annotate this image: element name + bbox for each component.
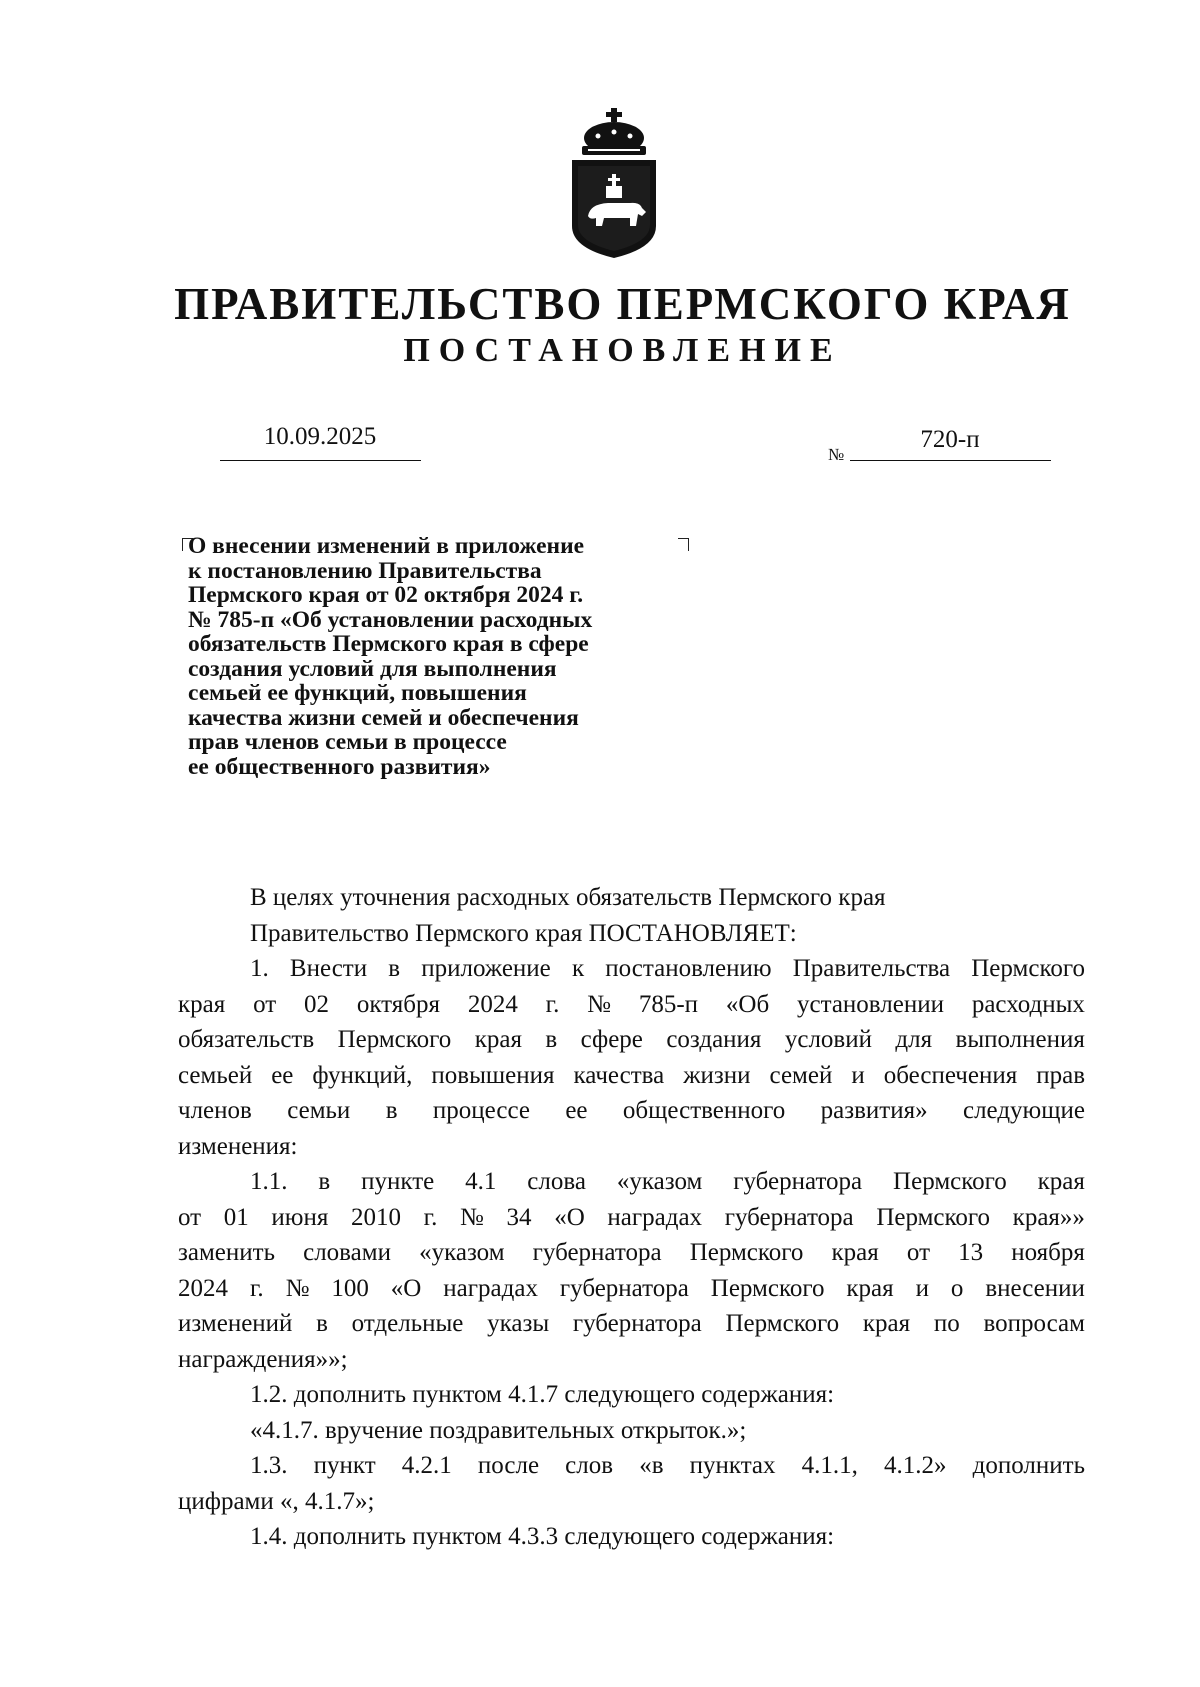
word: вопросам [983,1310,1085,1337]
word: губернатора [532,1239,662,1266]
word: Пермского [337,1026,452,1053]
paragraph-line: награждения»»; [178,1345,348,1373]
paragraph-line [178,1235,1085,1271]
word: приложение [421,955,551,982]
word: Пермского [725,1310,840,1337]
word: членов [178,1097,252,1124]
title-line: ее общественного развития» [188,753,491,780]
word: г. [249,1274,264,1302]
word: функций, [312,1061,413,1089]
word: от [906,1239,931,1266]
word: ноября [1011,1239,1085,1266]
word: постановлению [605,955,772,982]
word: № [587,990,612,1018]
word: прав [1036,1061,1085,1089]
word: «О [554,1203,585,1231]
word: 1. [250,955,269,982]
paragraph-line [178,1448,1085,1484]
word: губернатора [572,1310,702,1337]
word: общественного [622,1097,786,1124]
word: качества [573,1061,665,1089]
word: Пермского [710,1274,825,1302]
word: края [1037,1168,1085,1195]
word: от [253,990,277,1018]
word: в [316,1310,328,1337]
word: наградах [443,1274,538,1302]
title-line: к постановлению Правительства [188,557,542,584]
word: словами [303,1239,391,1266]
word: Пермского [893,1168,1007,1195]
word: слов [565,1452,614,1479]
word: Пермского [689,1239,804,1266]
word: пункт [313,1452,376,1479]
word: губернатора [733,1168,863,1195]
word: июня [271,1203,329,1231]
word: сфере [580,1026,643,1053]
word: «в [639,1452,664,1479]
word: и [915,1274,929,1302]
word: Пермского [876,1203,991,1231]
word: установлении [797,990,944,1018]
document-number: 720-п [920,426,980,453]
word: расходных [971,990,1085,1018]
word: развития» [820,1097,928,1124]
paragraph-line [178,1306,1085,1342]
paragraph-line: «4.1.7. вручение поздравительных открыток.»; [250,1416,747,1444]
word: условий [784,1026,872,1053]
word: края»» [1012,1203,1085,1231]
word: губернатора [724,1203,854,1231]
date-underline [220,460,421,461]
word: от [178,1203,202,1231]
title-line: обязательств Пермского края в сфере [188,631,589,657]
word: 4.1 [465,1168,497,1195]
word: октября [356,990,440,1018]
word: заменить [178,1239,275,1266]
word: в [385,1097,398,1124]
word: 785-п [638,990,699,1018]
word: края [831,1239,879,1266]
word: изменений [178,1310,293,1337]
word: «Об [725,990,770,1018]
word: в [388,955,401,982]
word: семьи [287,1097,351,1124]
word: в [545,1026,558,1053]
word: № [285,1274,310,1302]
word: пунктах [689,1452,776,1479]
word: о [950,1274,964,1302]
word: 2010 [351,1203,402,1231]
coat-of-arms-icon [568,108,660,258]
word: г. [423,1203,438,1231]
document-date: 10.09.2025 [263,423,377,450]
word: 1.1. [250,1168,288,1195]
word: края [846,1274,894,1302]
title-line: качества жизни семей и обеспечения [188,704,579,731]
paragraph-line [178,1164,1085,1200]
paragraph-line: 1.2. дополнить пунктом 4.1.7 следующего содержания: [250,1381,835,1408]
word: по [933,1310,960,1337]
title-line: О внесении изменений в приложение [188,533,585,559]
word: края [178,990,226,1018]
word: и [851,1061,865,1089]
paragraph-line [178,951,1085,987]
intro-line: Правительство Пермского края ПОСТАНОВЛЯЕТ: [250,919,797,947]
word: жизни [683,1061,751,1089]
word: № [460,1203,484,1231]
word: ее [271,1061,294,1089]
word: 4.1.1, [801,1452,858,1479]
word: повышения [431,1061,555,1089]
word: «указом [419,1239,505,1266]
word: дополнить [972,1452,1085,1479]
word: 34 [506,1203,532,1231]
title-line: № 785-п «Об установлении расходных [188,606,593,633]
word: для [895,1026,933,1053]
word: к [571,955,585,982]
word: 4.1.2» [884,1452,947,1479]
number-underline [850,460,1051,461]
word: процессе [432,1097,530,1124]
document-type: ПОСТАНОВЛЕНИЕ [403,332,842,369]
word: наградах [607,1203,703,1231]
word: слова [527,1168,586,1195]
organization-title: ПРАВИТЕЛЬСТВО ПЕРМСКОГО КРАЯ [174,279,1071,329]
word: внесении [985,1274,1085,1302]
word: «О [390,1274,422,1302]
word: 4.2.1 [401,1452,452,1479]
paragraph-line: цифрами «, 4.1.7»; [178,1487,375,1515]
paragraph-line [178,1200,1085,1236]
paragraph-line: 1.4. дополнить пунктом 4.3.3 следующего содержания: [250,1523,835,1550]
word: 01 [223,1203,249,1231]
word: указы [487,1310,550,1337]
word: 1.3. [250,1452,288,1479]
word: края [862,1310,911,1337]
paragraph-line [178,987,1085,1023]
word: Внести [289,955,368,982]
word: отдельные [351,1310,464,1337]
word: выполнения [955,1026,1085,1053]
word: г. [545,990,560,1018]
word: ее [565,1097,588,1124]
word: семей [769,1061,833,1089]
title-line: создания условий для выполнения [188,655,557,682]
document-body [178,880,1085,1555]
paragraph-line [178,1271,1085,1307]
intro-line: В целях уточнения расходных обязательств Пермского края [250,884,886,911]
word: 2024 [178,1274,228,1302]
word: 2024 [467,990,518,1018]
document-title [188,534,708,779]
word: «указом [616,1168,703,1195]
number-sign: № [828,445,845,464]
word: пункте [361,1168,435,1195]
word: 13 [958,1239,984,1266]
word: обязательств [178,1026,315,1053]
title-line: прав членов семьи в процессе [188,729,507,755]
word: Пермского [971,955,1085,982]
word: семьей [178,1061,253,1089]
word: обеспечения [883,1061,1018,1089]
word: в [318,1168,331,1195]
paragraph-line [178,1093,1085,1129]
title-line: Пермского края от 02 октября 2024 г. [188,582,584,608]
paragraph-line: изменения: [178,1132,298,1160]
word: Правительства [792,955,951,982]
word: после [477,1452,540,1479]
word: губернатора [559,1274,689,1302]
word: края [474,1026,522,1053]
word: 02 [304,990,330,1018]
word: 100 [331,1274,369,1302]
paragraph-line [178,1022,1085,1058]
paragraph-line [178,1058,1085,1094]
word: следующие [962,1097,1085,1124]
word: создания [666,1026,762,1053]
title-line: семьей ее функций, повышения [188,680,527,706]
